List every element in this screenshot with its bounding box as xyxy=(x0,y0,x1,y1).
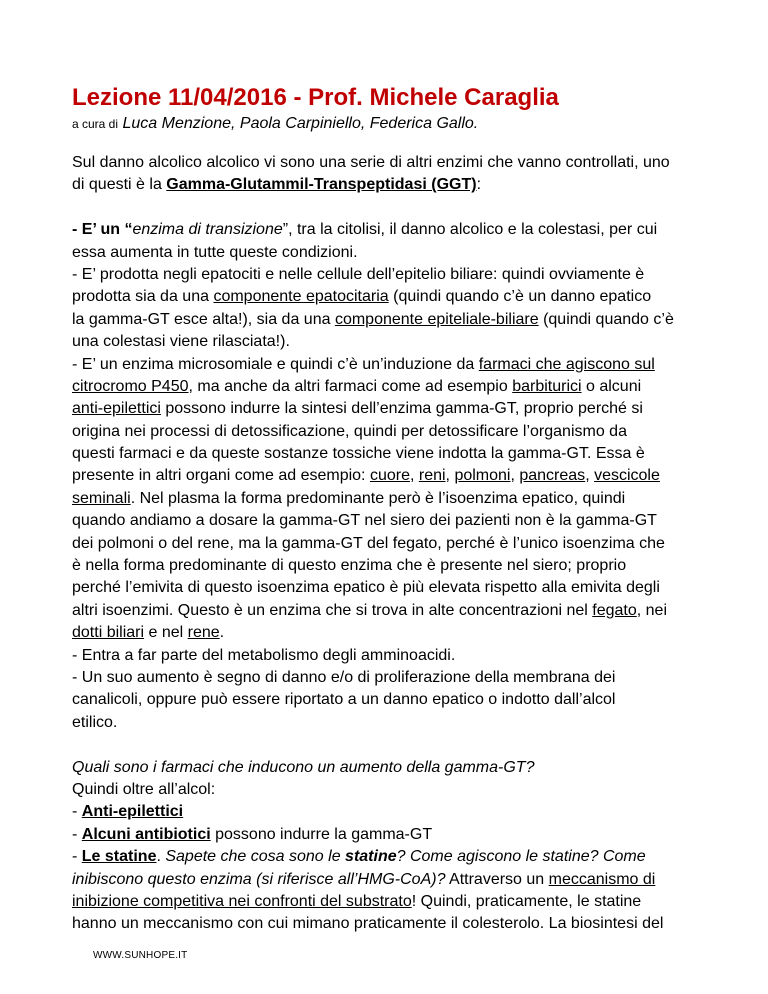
lesson-title: Lezione 11/04/2016 - Prof. Michele Caraglia xyxy=(72,84,559,111)
text-span: , ma anche da altri farmaci come ad esempio xyxy=(188,377,513,395)
text-span: , xyxy=(409,467,419,485)
text-span: - xyxy=(72,848,82,866)
text-line: - E’ prodotta negli epatociti e nelle cellule dell’epitelio biliare: quindi ovviamente è xyxy=(72,265,645,283)
text-span: o alcuni xyxy=(581,377,642,395)
list-item xyxy=(72,801,712,823)
text-span: , nei xyxy=(636,601,667,619)
underlined-term: vescicole xyxy=(594,467,660,485)
text-span: - E’ un “ xyxy=(72,221,133,239)
text-span: ”, tra la citolisi, il danno alcolico e la colestasi, per cui xyxy=(282,221,658,239)
text-span: - xyxy=(72,825,82,843)
text-span: , xyxy=(445,467,455,485)
italic-text: ? Come agiscono le statine? Come xyxy=(396,848,646,866)
text-line xyxy=(72,600,712,622)
text-line: questi farmaci e da queste sostanze tossiche viene indotta la gamma-GT. Essa è xyxy=(72,445,645,463)
drug-class: Le statine xyxy=(81,848,157,866)
text-span: prodotta sia da una xyxy=(72,288,214,306)
drug-class: Alcuni antibiotici xyxy=(81,825,211,843)
text-line: quando andiamo a dosare la gamma-GT nel siero dei pazienti non è la gamma-GT xyxy=(72,512,657,530)
text-span: possono indurre la sintesi dell’enzima gamma-GT, proprio perché si xyxy=(160,400,643,418)
text-line: origina nei processi di detossificazione, quindi per detossificare l’organismo da xyxy=(72,422,627,440)
text-line: perché l’emivita di questo isoenzima epatico è più elevata rispetto alla emivita degli xyxy=(72,579,660,597)
list-item xyxy=(72,846,712,868)
underlined-term: citrocromo P450 xyxy=(72,377,189,395)
text-span: . xyxy=(156,848,166,866)
text-line: canalicoli, oppure può essere riportato a un danno epatico o indotto dall’alcol xyxy=(72,691,616,709)
text-span: - E’ un enzima microsomiale e quindi c’è un’induzione da xyxy=(72,355,479,373)
text-span: possono indurre la gamma-GT xyxy=(210,825,433,843)
underlined-term: pancreas xyxy=(519,467,586,485)
text-line xyxy=(72,309,712,331)
text-span: ! Quindi, praticamente, le statine xyxy=(411,892,642,910)
footer-website: WWW.SUNHOPE.IT xyxy=(93,950,188,961)
text-span: presente in altri organi come ad esempio: xyxy=(72,467,370,485)
italic-text: inibiscono questo enzima (si riferisce all’HMG-CoA)? xyxy=(72,870,446,888)
text-line xyxy=(72,398,712,420)
underlined-term: reni xyxy=(418,467,446,485)
text-line: etilico. xyxy=(72,713,118,731)
text-line: dei polmoni o del rene, ma la gamma-GT del fegato, perché è l’unico isoenzima che xyxy=(72,534,665,552)
drug-class: Anti-epilettici xyxy=(81,803,184,821)
authors-names: Luca Menzione, Paola Carpiniello, Federica Gallo. xyxy=(122,115,479,132)
underlined-term: componente epiteliale-biliare xyxy=(334,310,539,328)
text-line xyxy=(72,219,712,241)
paragraph-drugs xyxy=(72,757,712,936)
underlined-term: fegato xyxy=(592,601,637,619)
paragraph-intro xyxy=(72,152,712,197)
text-line: è nella forma predominante di questo enzima che è presente nel siero; proprio xyxy=(72,557,627,575)
text-line: essa aumenta in tutte queste condizioni. xyxy=(72,243,358,261)
text-line: una colestasi viene rilasciata!). xyxy=(72,333,290,351)
text-line: - Entra a far parte del metabolismo degli amminoacidi. xyxy=(72,646,456,664)
authors-prefix: a cura di xyxy=(72,117,119,131)
text-line xyxy=(72,286,712,308)
text-line xyxy=(72,488,712,510)
text-span: e nel xyxy=(144,624,188,642)
underlined-term: rene xyxy=(187,624,220,642)
text-span: . Nel plasma la forma predominante però è l’isoenzima epatico, quindi xyxy=(130,489,626,507)
underlined-term: seminali xyxy=(72,489,131,507)
paragraph-ggt-features xyxy=(72,219,712,734)
text-line: hanno un meccanismo con cui mimano praticamente il colesterolo. La biosintesi del xyxy=(72,915,664,933)
text-line xyxy=(72,869,712,891)
text-span: , xyxy=(585,467,595,485)
underlined-term: componente epatocitaria xyxy=(213,288,389,306)
text-line xyxy=(72,174,712,196)
text-line xyxy=(72,465,712,487)
underlined-term: meccanismo di xyxy=(548,870,656,888)
text-span: la gamma-GT esce alta!), sia da una xyxy=(72,310,335,328)
text-line xyxy=(72,622,712,644)
text-span: altri isoenzimi. Questo è un enzima che si trova in alte concentrazioni nel xyxy=(72,601,593,619)
underlined-term: inibizione competitiva nei confronti del substrato xyxy=(72,892,412,910)
italic-text: Sapete che cosa sono le xyxy=(165,848,346,866)
underlined-term: anti-epilettici xyxy=(72,400,161,418)
document-body xyxy=(72,152,712,936)
text-span: Attraverso un xyxy=(445,870,549,888)
emphasis-term: statine xyxy=(345,848,397,866)
text-line xyxy=(72,354,712,376)
authors-line xyxy=(72,113,478,135)
list-item xyxy=(72,824,712,846)
underlined-term: farmaci che agiscono sul xyxy=(478,355,655,373)
emphasis-term: enzima di transizione xyxy=(132,221,283,239)
text-span: : xyxy=(476,176,482,194)
ggt-term: Gamma-Glutammil-Transpeptidasi (GGT) xyxy=(166,176,477,194)
text-line: - Un suo aumento è segno di danno e/o di proliferazione della membrana dei xyxy=(72,668,616,686)
underlined-term: polmoni xyxy=(454,467,511,485)
underlined-term: dotti biliari xyxy=(72,624,145,642)
underlined-term: barbiturici xyxy=(512,377,582,395)
text-span: . xyxy=(219,624,225,642)
text-span: , xyxy=(510,467,520,485)
text-span: (quindi quando c’è xyxy=(538,310,674,328)
text-span: di questi è la xyxy=(72,176,167,194)
text-span: (quindi quando c’è un danno epatico xyxy=(388,288,652,306)
text-span: - xyxy=(72,803,82,821)
underlined-term: cuore xyxy=(369,467,410,485)
question-line: Quali sono i farmaci che inducono un aumento della gamma-GT? xyxy=(72,758,535,776)
text-line xyxy=(72,891,712,913)
text-line: Sul danno alcolico alcolico vi sono una serie di altri enzimi che vanno controllati, uno xyxy=(72,154,670,171)
text-line: Quindi oltre all’alcol: xyxy=(72,780,216,798)
text-line xyxy=(72,376,712,398)
